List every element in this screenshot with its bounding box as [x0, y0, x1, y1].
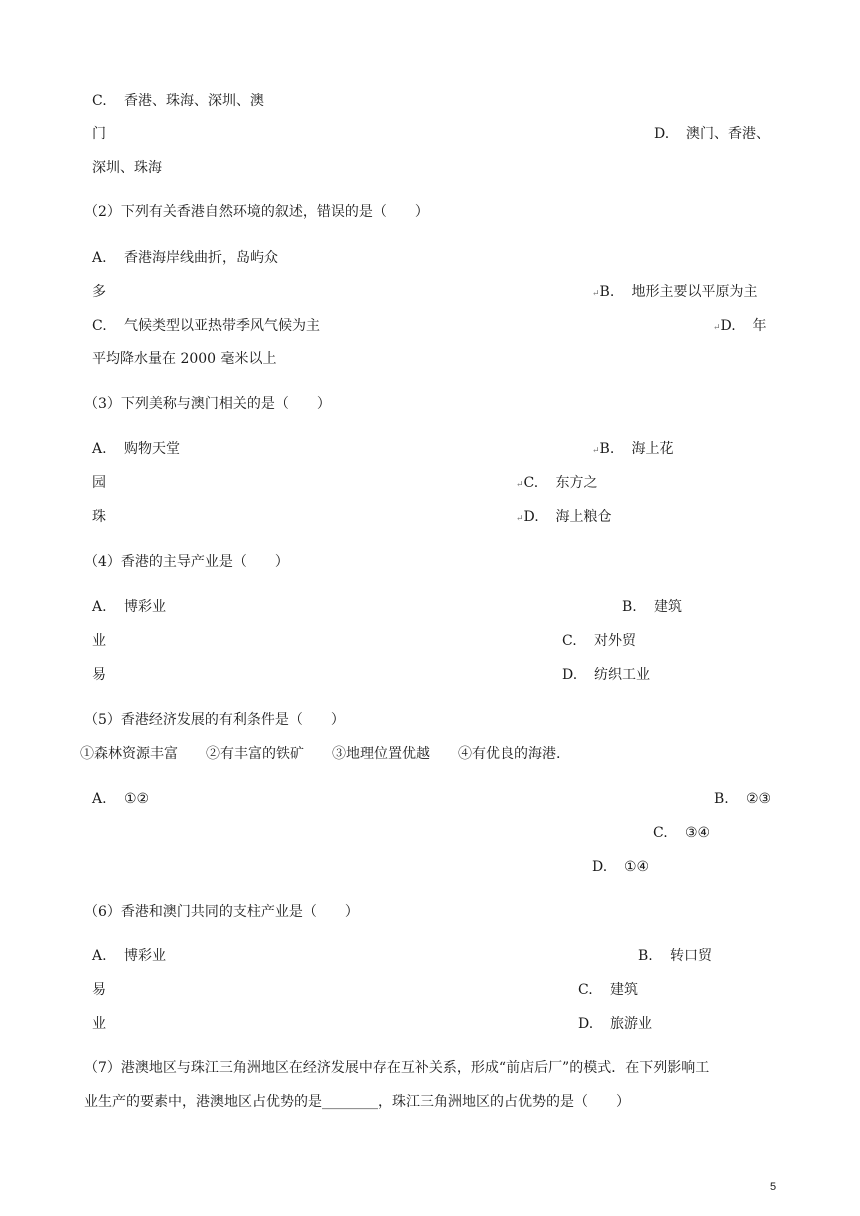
option-label: B.: [599, 284, 615, 300]
option-label: C.: [92, 93, 107, 109]
q3-option-b-wrap: 园: [92, 475, 106, 491]
q4-option-c: [562, 632, 636, 650]
option-text: 建筑: [654, 599, 682, 615]
q3-option-a: [92, 440, 180, 458]
q5-option-d: [592, 858, 649, 876]
option-text: 香港、珠海、深圳、澳: [124, 93, 264, 109]
option-label: B.: [714, 791, 729, 807]
option-text: ①④: [624, 859, 650, 875]
option-text: ①②: [124, 791, 150, 807]
option-text: 建筑: [610, 982, 638, 998]
option-label: C.: [653, 825, 668, 841]
option-text: 对外贸: [594, 633, 636, 649]
option-text: 东方之: [555, 475, 598, 491]
tab-marker-icon: ↵: [592, 289, 600, 299]
q3-option-d: [516, 508, 612, 528]
option-text: 纺织工业: [594, 667, 650, 683]
q6-option-b: [638, 947, 712, 965]
option-label: A.: [92, 250, 107, 266]
q6-option-c: [578, 981, 638, 999]
q5-option-c: [653, 824, 710, 842]
q6-option-b-wrap: 易: [92, 982, 106, 998]
q5-stem: （5）香港经济发展的有利条件是（ ）: [84, 712, 345, 728]
q5-conditions: ①森林资源丰富 ②有丰富的铁矿 ③地理位置优越 ④有优良的海港.: [80, 746, 561, 762]
tab-marker-icon: ↵: [516, 514, 524, 524]
q2-option-c: [92, 317, 320, 335]
q1-option-c-wrap: 门: [92, 126, 106, 142]
q2-option-a-wrap: 多: [92, 284, 106, 300]
option-label: A.: [92, 441, 107, 457]
option-label: A.: [92, 791, 107, 807]
q2-option-a: [92, 249, 278, 267]
option-text: 购物天堂: [124, 441, 180, 457]
q6-option-c-wrap: 业: [92, 1016, 106, 1032]
q5-option-a: [92, 790, 149, 808]
option-label: A.: [92, 948, 107, 964]
q4-option-a: [92, 598, 166, 616]
option-label: D.: [523, 509, 539, 525]
option-text: 地形主要以平原为主: [631, 284, 758, 300]
q4-option-d: [562, 666, 650, 684]
option-text: 气候类型以亚热带季风气候为主: [124, 318, 320, 334]
option-text: 海上花: [631, 441, 674, 457]
option-label: C.: [578, 982, 593, 998]
option-text: 海上粮仓: [555, 509, 612, 525]
q1-option-c: [92, 92, 264, 110]
option-label: C.: [562, 633, 577, 649]
tab-marker-icon: ↵: [592, 446, 600, 456]
option-label: B.: [622, 599, 637, 615]
q6-option-d: [578, 1015, 652, 1033]
option-label: B.: [638, 948, 653, 964]
option-text: 年: [752, 318, 767, 334]
q2-option-d: [713, 317, 767, 337]
option-text: 转口贸: [670, 948, 712, 964]
option-label: D.: [592, 859, 608, 875]
option-label: D.: [578, 1016, 594, 1032]
q4-option-b: [622, 598, 682, 616]
q2-stem: （2）下列有关香港自然环境的叙述，错误的是（ ）: [84, 204, 429, 220]
q4-option-c-wrap: 易: [92, 667, 106, 683]
option-text: ②③: [746, 791, 772, 807]
tab-marker-icon: ↵: [713, 323, 721, 333]
option-label: B.: [599, 441, 615, 457]
q4-stem: （4）香港的主导产业是（ ）: [84, 554, 289, 570]
q5-option-b: [714, 790, 771, 808]
option-label: C.: [92, 318, 107, 334]
q6-option-a: [92, 947, 166, 965]
q4-option-b-wrap: 业: [92, 633, 106, 649]
option-text: 博彩业: [124, 599, 166, 615]
q7-stem-line-2: 业生产的要素中，港澳地区占优势的是________，珠江三角洲地区的占优势的是（ ）: [84, 1094, 630, 1110]
option-text: 澳门、香港、: [686, 126, 770, 142]
option-label: D.: [562, 667, 578, 683]
q2-option-d-wrap: 平均降水量在 2000 毫米以上: [92, 351, 277, 367]
q1-option-d: [654, 125, 770, 143]
q3-option-c: [516, 474, 598, 494]
tab-marker-icon: ↵: [516, 480, 524, 490]
option-text: 博彩业: [124, 948, 166, 964]
option-text: ③④: [685, 825, 711, 841]
q1-option-d-wrap: 深圳、珠海: [92, 160, 162, 176]
option-label: D.: [654, 126, 670, 142]
page-number: 5: [770, 1181, 777, 1193]
q2-option-b: [592, 283, 758, 303]
q6-stem: （6）香港和澳门共同的支柱产业是（ ）: [84, 904, 359, 920]
option-text: 旅游业: [610, 1016, 652, 1032]
q7-stem-line-1: （7）港澳地区与珠江三角洲地区在经济发展中存在互补关系，形成“前店后厂”的模式．在下列影响工: [84, 1060, 710, 1076]
q3-option-b: [592, 440, 674, 460]
option-text: 香港海岸线曲折，岛屿众: [124, 250, 278, 266]
q3-option-c-wrap: 珠: [92, 509, 106, 525]
option-label: C.: [523, 475, 539, 491]
q3-stem: （3）下列美称与澳门相关的是（ ）: [84, 396, 331, 412]
option-label: A.: [92, 599, 107, 615]
option-label: D.: [720, 318, 736, 334]
